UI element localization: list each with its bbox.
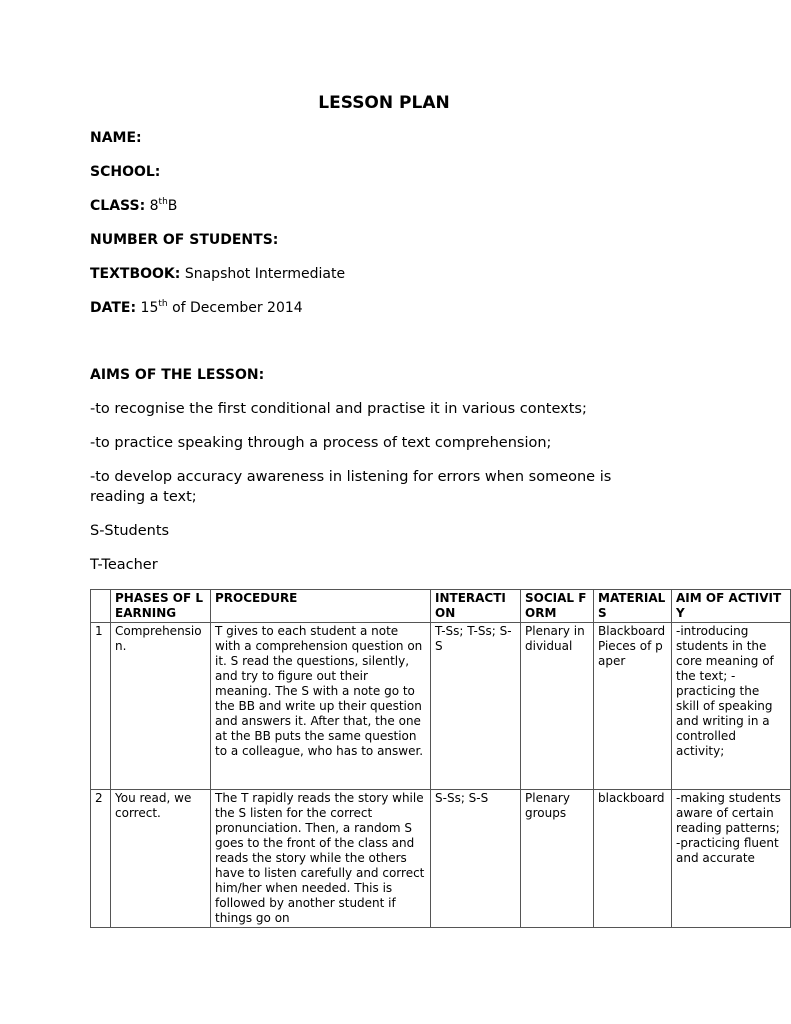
school-label: SCHOOL: [90,164,161,180]
materials-cell: blackboard [594,790,672,928]
date-label: DATE: [90,300,137,316]
class-value-rest: B [167,198,178,214]
table-header-cell: AIM OF ACTIVITY [672,590,791,623]
aim-cell: -making students aware of certain reading patterns; -practicing fluent and accurate [672,790,791,928]
aims-heading [90,367,264,383]
textbook-label: TEXTBOOK: [90,266,181,282]
row-number: 2 [91,790,111,928]
row-number: 1 [91,623,111,790]
legend-teacher: T-Teacher [90,557,158,573]
table-header-cell [91,590,111,623]
table-header-cell: SOCIAL FORM [521,590,594,623]
students-label: NUMBER OF STUDENTS: [90,232,279,248]
aim-item-1: -to recognise the first conditional and practise it in various contexts; [90,401,587,417]
date-value-num: 15 [140,300,159,316]
lesson-plan-table [90,589,791,928]
page-title: LESSON PLAN [318,93,450,113]
class-label: CLASS: [90,198,146,214]
interaction-cell: S-Ss; S-S [431,790,521,928]
table-header-cell: INTERACTION [431,590,521,623]
textbook-field [90,266,345,282]
interaction-cell: T-Ss; T-Ss; S-S [431,623,521,790]
table-header-cell: PHASES OF LEARNING [111,590,211,623]
materials-cell: Blackboard Pieces of paper [594,623,672,790]
date-value-sup: th [158,299,168,309]
legend-students: S-Students [90,523,170,539]
class-value-num: 8 [149,198,159,214]
aims-heading-text: AIMS OF THE LESSON: [90,367,265,383]
table-header-row [91,590,791,623]
textbook-value: Snapshot Intermediate [184,266,346,282]
phase-cell: You read, we correct. [111,790,211,928]
table-row [91,790,791,928]
name-field [90,130,142,146]
date-field [90,300,303,316]
date-value-rest: of December 2014 [172,300,303,316]
procedure-cell: The T rapidly reads the story while the S listen for the correct pronunciation. Then, a random S goes to the front of the class and reads the story while the others have to listen carefully and correct him/her when needed. This is followed by another student if things go on [211,790,431,928]
table-row [91,623,791,790]
aim-item-2: -to practice speaking through a process of text comprehension; [90,435,552,451]
social-form-cell: Plenary groups [521,790,594,928]
table-header-cell: MATERIALS [594,590,672,623]
name-label: NAME: [90,130,142,146]
procedure-cell: T gives to each student a note with a comprehension question on it. S read the questions, silently, and try to figure out their meaning. The S with a note go to the BB and write up their question and answers it. After that, the one at the BB puts the same question to a colleague, who has to answer. [211,623,431,790]
students-field [90,232,278,248]
aim-item-3: -to develop accuracy awareness in listening for errors when someone is reading a text; [90,469,612,505]
aim-cell: -introducing students in the core meaning of the text; -practicing the skill of speaking and writing in a controlled activity; [672,623,791,790]
class-field [90,198,177,214]
table-header-cell: PROCEDURE [211,590,431,623]
social-form-cell: Plenary individual [521,623,594,790]
phase-cell: Comprehension. [111,623,211,790]
class-value-sup: th [158,197,168,207]
school-field [90,164,160,180]
